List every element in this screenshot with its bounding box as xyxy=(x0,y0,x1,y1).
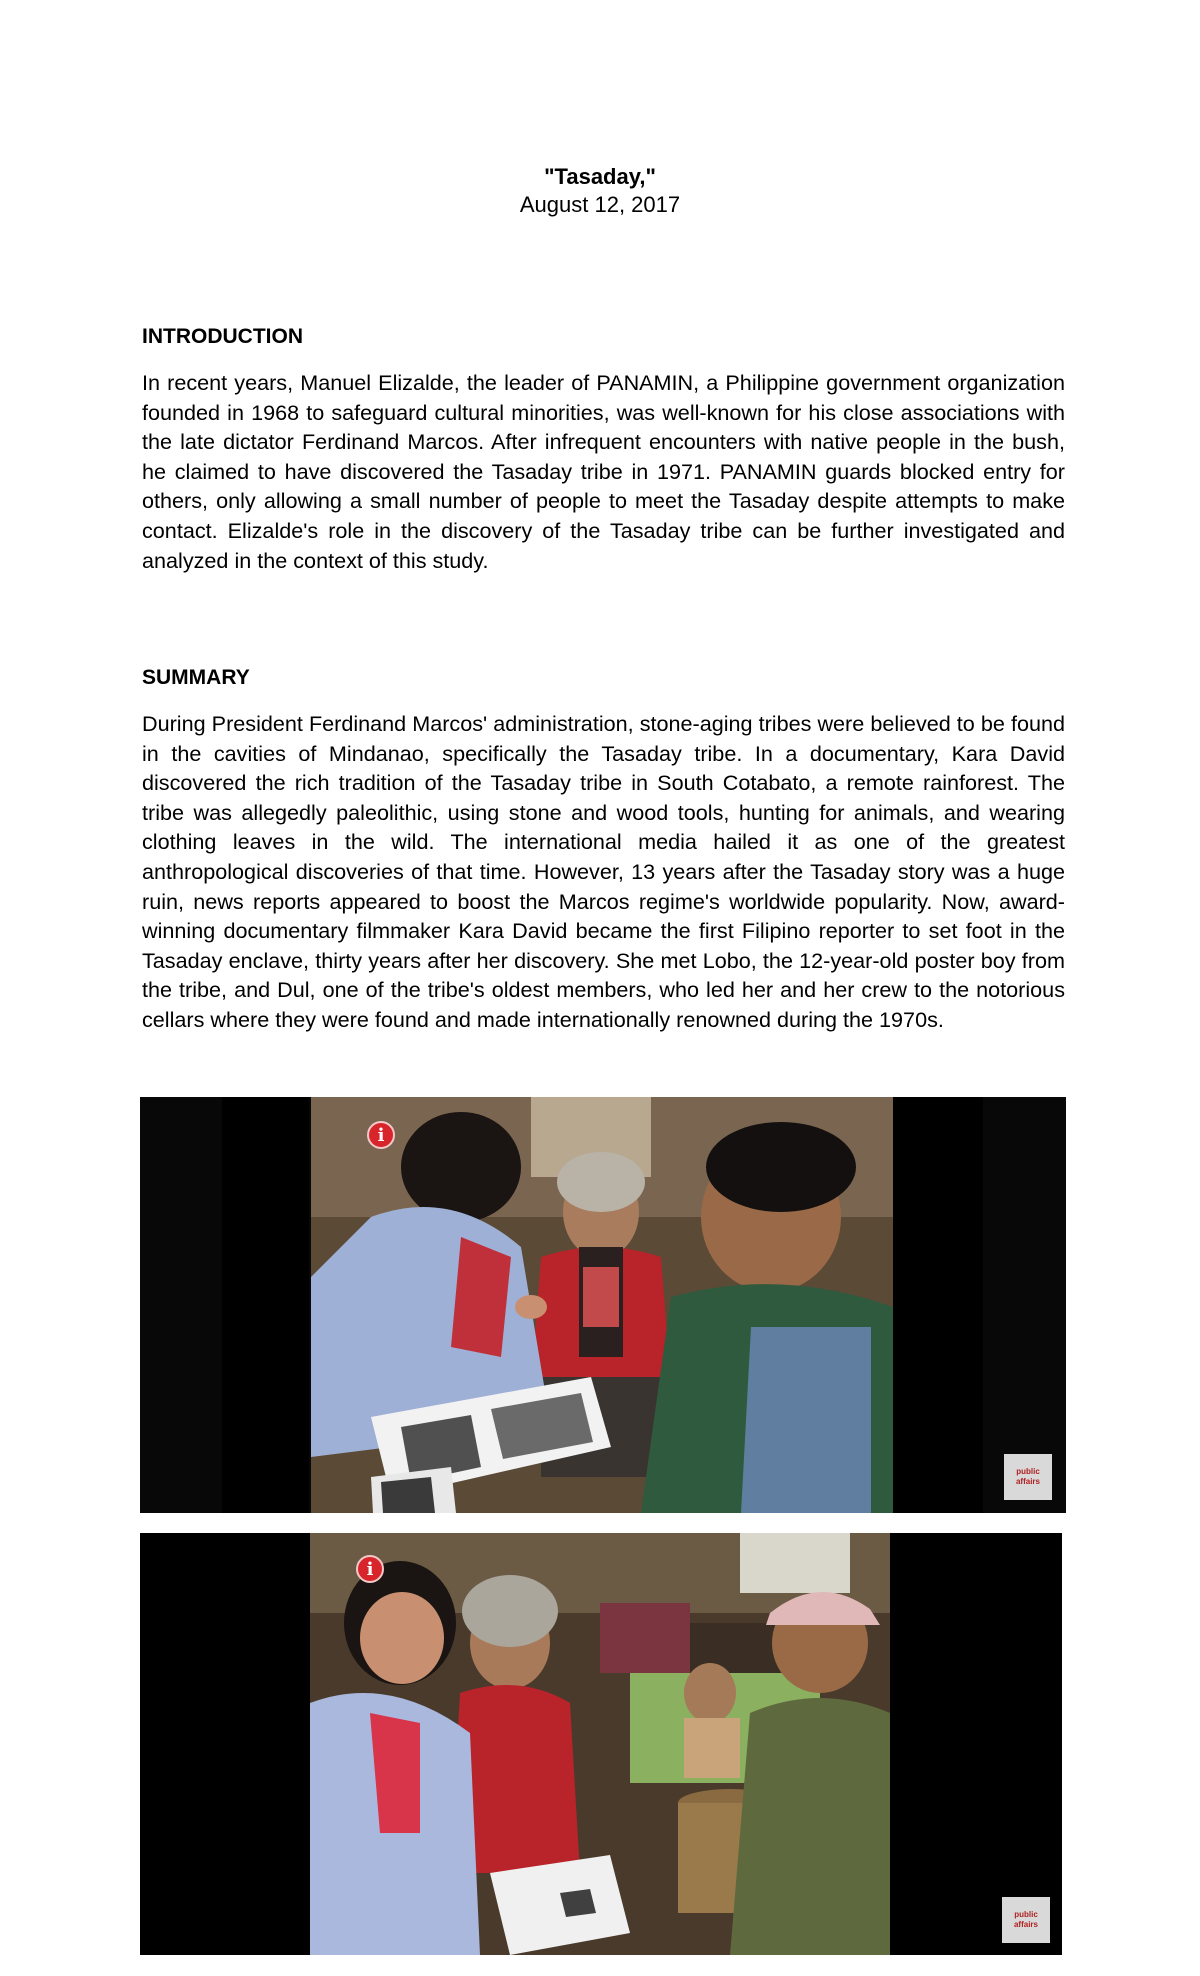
document-title: "Tasaday," xyxy=(544,164,656,189)
public-affairs-logo: public affairs xyxy=(1004,1454,1052,1500)
scene-interview-photos xyxy=(311,1097,893,1513)
video-still-2 xyxy=(140,1533,1062,1955)
introduction-paragraph: In recent years, Manuel Elizalde, the leader of PANAMIN, a Philippine government organization founded in 1968 to safeguard cultural minorities, was well-known for his close associations with the late dictator Ferdinand Marcos. After infrequent encounters with native people in the bush, he claimed to have discovered the Tasaday tribe in 1971. PANAMIN guards blocked entry for others, only allowing a small number of people to meet the Tasaday despite attempts to make contact. Elizalde's role in the discovery of the Tasaday tribe can be further investigated and analyzed in the context of this study. xyxy=(142,370,1065,573)
letterbox-right xyxy=(890,1533,1062,1955)
scene-illustration xyxy=(310,1533,890,1955)
letterbox-left xyxy=(222,1097,309,1513)
letterbox-right xyxy=(893,1097,983,1513)
document-date: August 12, 2017 xyxy=(519,192,681,217)
introduction-heading: INTRODUCTION xyxy=(142,325,303,348)
info-icon: i xyxy=(367,1121,395,1149)
title-block xyxy=(0,163,1200,219)
summary-heading: SUMMARY xyxy=(142,666,250,689)
scene-laughing-group xyxy=(310,1533,890,1955)
letterbox-left xyxy=(140,1533,310,1955)
info-icon: i xyxy=(356,1555,384,1583)
video-still-1 xyxy=(140,1097,1066,1513)
summary-paragraph: During President Ferdinand Marcos' administration, stone-aging tribes were believed to be found in the cavities of Mindanao, specifically the Tasaday tribe. In a documentary, Kara David discovered the rich tradition of the Tasaday tribe in South Cotabato, a remote rainforest. The tribe was allegedly paleolithic, using stone and wood tools, hunting for animals, and wearing clothing leaves in the wild. The international media hailed it as one of the greatest anthropological discoveries of that time. However, 13 years after the Tasaday story was a huge ruin, news reports appeared to boost the Marcos regime's worldwide popularity. Now, award-winning documentary filmmaker Kara David became the first Filipino reporter to set foot in the Tasaday enclave, thirty years after her discovery. She met Lobo, the 12-year-old poster boy from the tribe, and Dul, one of the tribe's oldest members, who led her and her crew to the notorious cellars where they were found and made internationally renowned during the 1970s. xyxy=(142,711,1065,1032)
public-affairs-logo: public affairs xyxy=(1002,1897,1050,1943)
scene-illustration xyxy=(311,1097,893,1513)
